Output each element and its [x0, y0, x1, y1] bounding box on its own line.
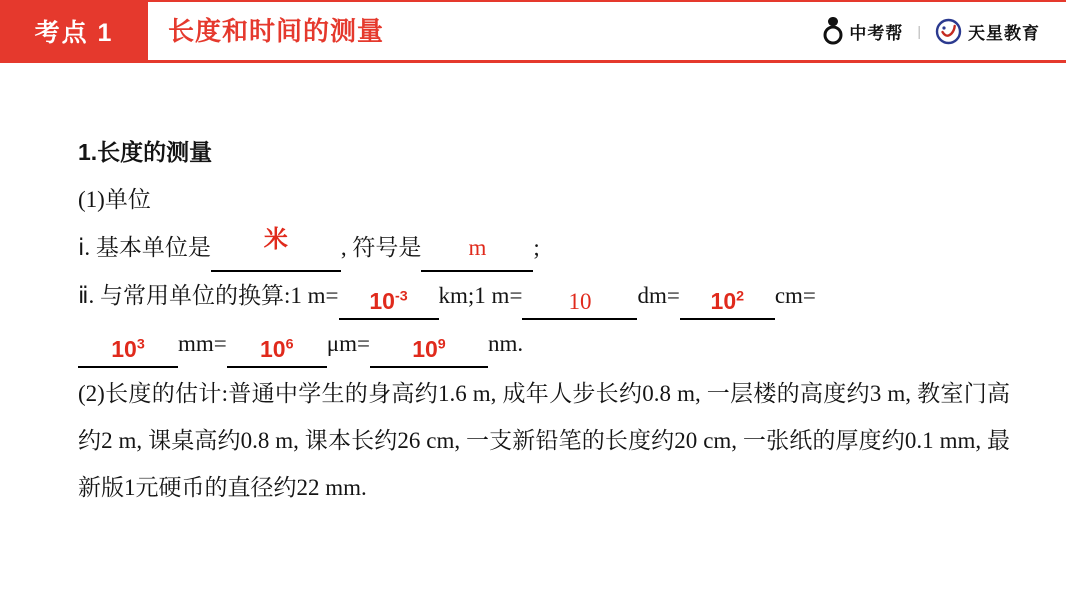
- answer-blank-um: [227, 322, 327, 368]
- answer-blank-symbol: [421, 226, 533, 272]
- answer-blank-cm: [680, 274, 775, 320]
- line-ii-text: km;1 m=: [438, 283, 523, 308]
- line-conversion-2: [78, 320, 1010, 368]
- page-title: 长度和时间的测量: [168, 16, 385, 46]
- answer-mm: $10^3$: [111, 335, 145, 362]
- length-estimation-paragraph: (2)长度的估计:普通中学生的身高约1.6 m, 成年人步长约0.8 m, 一层楼的高度约3 m, 教室门高约2 m, 课桌高约0.8 m, 课本长约26 cm, 一支新铅笔的长度约20 cm, 一张纸的厚度约0.1 mm, 最新版1元硬币的直径约22 mm.: [78, 381, 1010, 500]
- answer-blank-km: [339, 274, 439, 320]
- line-ii-text: dm=: [637, 283, 680, 308]
- answer-meter: 米: [263, 226, 288, 253]
- tianxing-logo-icon: [935, 18, 962, 45]
- header: [0, 0, 1066, 64]
- line-i-text: ;: [533, 235, 540, 260]
- line-ii-text: cm=: [774, 283, 816, 308]
- answer-blank-dm: [522, 274, 637, 320]
- line-i-text: ⅰ. 基本单位是: [78, 235, 211, 260]
- line-ii-text: mm=: [178, 331, 227, 356]
- answer-km: $10^{-3}$: [369, 287, 408, 314]
- answer-dm: 10: [568, 288, 592, 314]
- lightbulb-icon: [823, 16, 843, 46]
- brand1-label: 中考帮: [849, 23, 904, 43]
- brand-divider: |: [917, 23, 921, 39]
- answer-blank-meter: [211, 226, 341, 272]
- answer-um: $10^6$: [260, 335, 294, 362]
- answer-cm: $10^2$: [710, 287, 745, 314]
- line-ii-text: μm=: [326, 331, 370, 356]
- main-content: [78, 128, 1010, 511]
- brand2-label: 天星教育: [968, 23, 1040, 43]
- line-i-text: , 符号是: [340, 235, 422, 260]
- line-ii-text: nm.: [487, 331, 524, 356]
- line-conversion-1: [78, 272, 1010, 320]
- exam-point-badge: 考点 1: [0, 0, 148, 62]
- brand-bar: [823, 0, 1040, 62]
- answer-symbol: m: [468, 235, 487, 260]
- section-heading: 1.长度的测量: [78, 139, 213, 165]
- line-basic-unit: [78, 224, 1010, 272]
- answer-nm: $10^9$: [412, 335, 446, 362]
- answer-blank-mm: [78, 322, 178, 368]
- answer-blank-nm: [370, 322, 488, 368]
- sub-heading: (1)单位: [78, 187, 151, 212]
- line-ii-text: ⅱ. 与常用单位的换算:1 m=: [78, 283, 339, 308]
